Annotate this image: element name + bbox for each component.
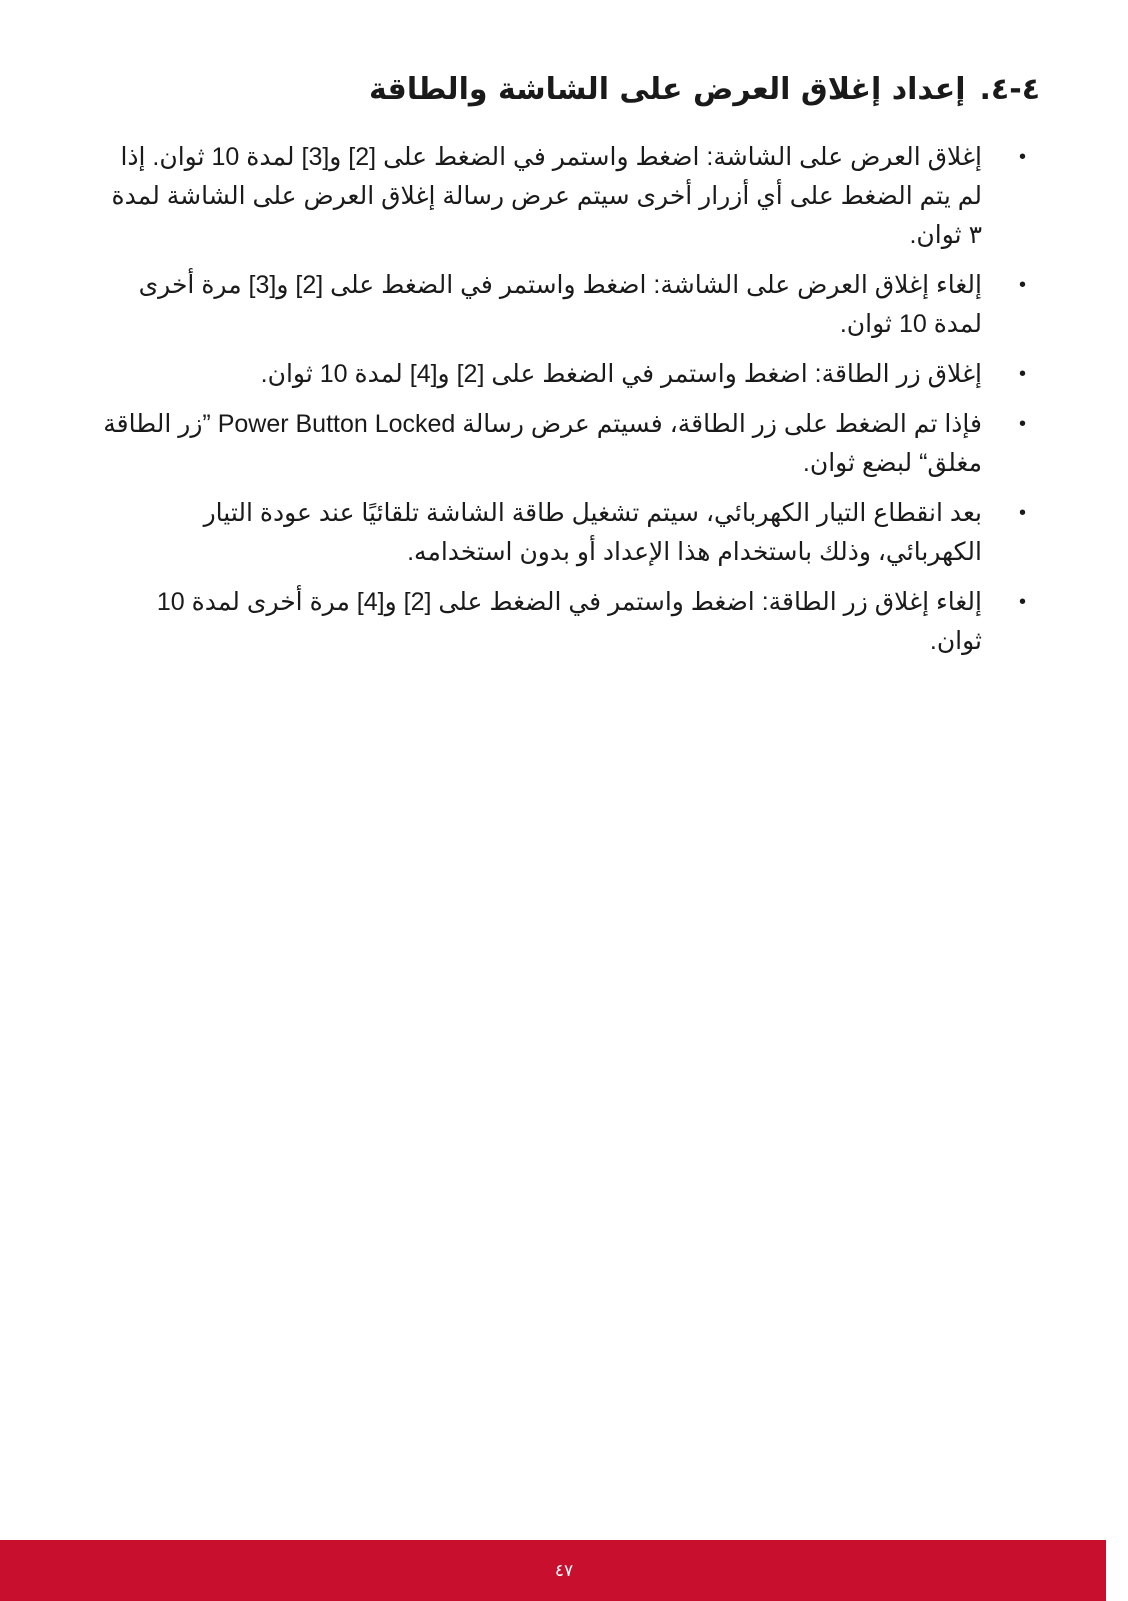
bullet-icon: • [1018,274,1026,296]
footer-bar [0,1540,1128,1601]
list-item [98,494,1026,572]
list-item-text: إغلاق زر الطاقة: اضغط واستمر في الضغط على [2] و[4] لمدة 10 ثوان. [260,360,982,388]
list-item [98,266,1026,344]
list-item-text: بعد انقطاع التيار الكهربائي، سيتم تشغيل طاقة الشاشة تلقائيًا عند عودة التيار الكهربائي، وذلك باستخدام هذا الإعداد أو بدون استخدامه. [203,499,982,566]
page-title [369,72,1040,108]
list-item-text: فإذا تم الضغط على زر الطاقة، فسيتم عرض رسالة Power Button Locked ”زر الطاقة مغلق“ لبضع ثوان. [103,410,982,477]
list-item-text: إلغاء إغلاق العرض على الشاشة: اضغط واستمر في الضغط على [2] و[3] مرة أخرى لمدة 10 ثوان. [138,271,982,338]
section-number: ٤-٤. [979,72,1040,107]
list-item-text: إغلاق العرض على الشاشة: اضغط واستمر في الضغط على [2] و[3] لمدة 10 ثوان. إذا لم يتم الضغط على أي أزرار أخرى سيتم عرض رسالة إغلاق العرض على الشاشة لمدة ٣ ثوان. [111,143,982,249]
bullet-icon: • [1018,363,1026,385]
bullet-icon: • [1018,591,1026,613]
list-item [98,405,1026,483]
list-item [98,138,1026,255]
bullet-icon: • [1018,502,1026,524]
page-number: ٤٧ [554,1560,574,1581]
bullet-icon: • [1018,146,1026,168]
bullet-icon: • [1018,413,1026,435]
bullet-list [0,138,1128,672]
section-title: إعداد إغلاق العرض على الشاشة والطاقة [368,72,966,107]
list-item-text: إلغاء إغلاق زر الطاقة: اضغط واستمر في الضغط على [2] و[4] مرة أخرى لمدة 10 ثوان. [156,588,982,655]
list-item [98,583,1026,661]
list-item [98,355,1026,394]
